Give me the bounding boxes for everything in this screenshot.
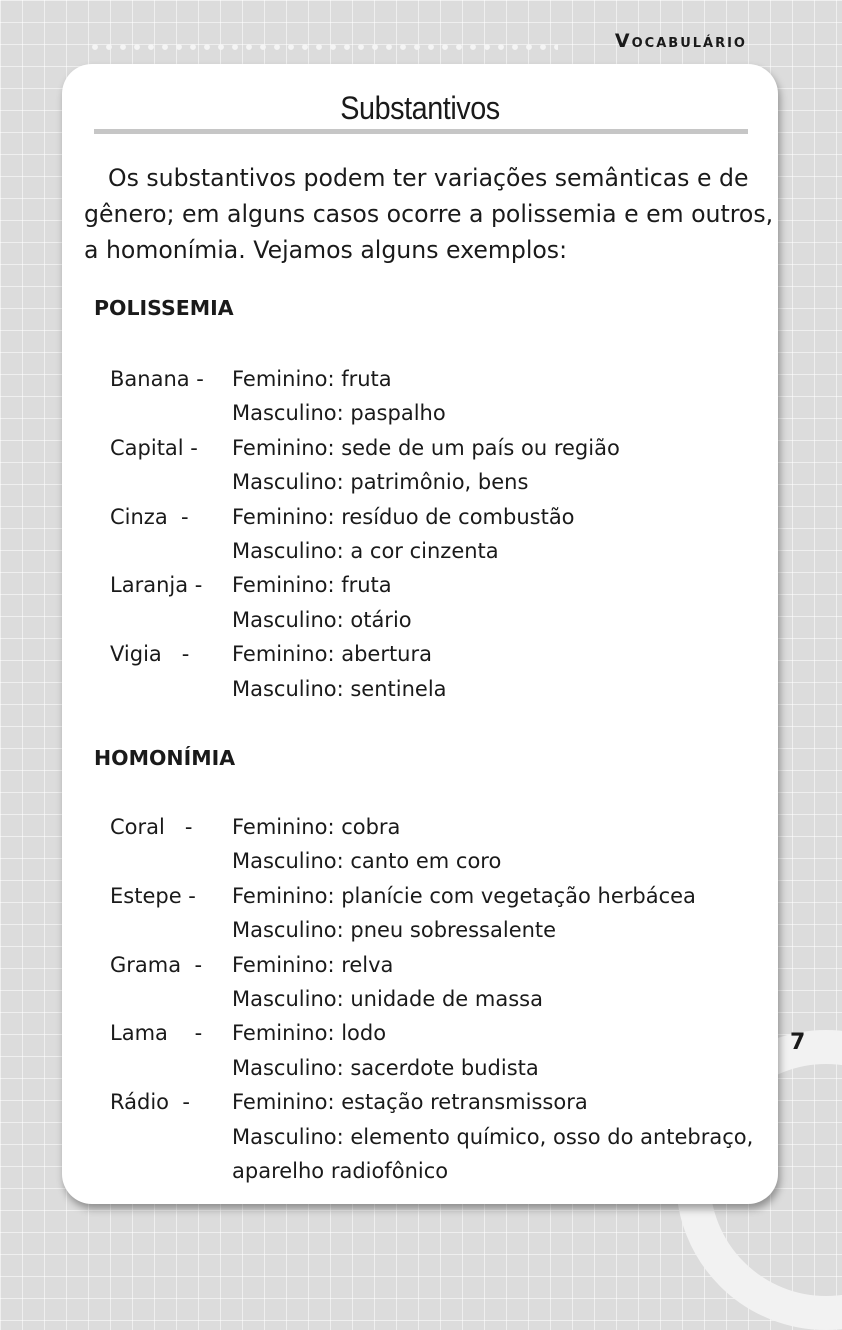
entry-row [110, 948, 770, 1017]
entry-meanings [232, 500, 770, 569]
entry-word: Capital - [110, 435, 198, 460]
feminine-meaning: Feminino: lodo [232, 1021, 387, 1046]
page-number: 7 [790, 1030, 806, 1055]
section-heading-homonimia: HOMONÍMIA [94, 746, 236, 770]
masculine-meaning: Masculino: patrimônio, bens [232, 470, 529, 495]
entry-meanings [232, 637, 770, 706]
entry-word: Banana - [110, 367, 204, 391]
feminine-meaning: Feminino: estação retransmissora [232, 1090, 588, 1115]
masculine-meaning: Masculino: unidade de massa [232, 987, 543, 1012]
entry-row [110, 431, 770, 500]
entry-row [110, 1016, 770, 1085]
entry-meanings [232, 362, 770, 431]
feminine-meaning: Feminino: resíduo de combustão [232, 504, 575, 529]
entry-word: Cinza - [110, 504, 189, 529]
feminine-meaning: Feminino: sede de um país ou região [232, 435, 620, 460]
entry-word: Rádio - [110, 1090, 190, 1115]
masculine-meaning: Masculino: pneu sobressalente [232, 918, 557, 943]
intro-paragraph [84, 160, 784, 268]
entry-meanings [232, 1085, 770, 1188]
feminine-meaning: Feminino: relva [232, 952, 394, 977]
entry-word: Vigia - [110, 642, 190, 667]
entry-row [110, 879, 770, 948]
masculine-meaning: Masculino: elemento químico, osso do antebraço, aparelho radiofônico [232, 1124, 754, 1184]
decorative-dots-top [88, 42, 558, 52]
entry-row [110, 810, 770, 879]
entry-row [110, 1085, 770, 1188]
intro-text: Os substantivos podem ter variações semânticas e de gênero; em alguns casos ocorre a polissemia e em outros, a homonímia. Vejamos alguns exemplos: [84, 164, 774, 264]
entry-word: Coral - [110, 815, 193, 839]
section-heading-polissemia: POLISSEMIA [94, 296, 234, 320]
entry-word: Lama - [110, 1021, 203, 1046]
masculine-meaning: Masculino: paspalho [232, 401, 446, 426]
entry-meanings [232, 879, 770, 948]
entry-meanings [232, 1016, 770, 1085]
masculine-meaning: Masculino: a cor cinzenta [232, 539, 499, 564]
entry-row [110, 500, 770, 569]
entry-row [110, 637, 770, 706]
feminine-meaning: Feminino: fruta [232, 573, 392, 598]
masculine-meaning: Masculino: otário [232, 607, 412, 632]
feminine-meaning: Feminino: abertura [232, 642, 432, 667]
entry-row [110, 568, 770, 637]
entry-meanings [232, 568, 770, 637]
entry-meanings [232, 948, 770, 1017]
content-card [62, 64, 778, 1204]
masculine-meaning: Masculino: canto em coro [232, 849, 502, 874]
title-divider [94, 129, 748, 134]
entry-word: Grama - [110, 952, 203, 977]
masculine-meaning: Masculino: sentinela [232, 676, 447, 701]
feminine-meaning: Feminino: planície com vegetação herbácea [232, 883, 696, 908]
section-header-text: Vocabulário [614, 30, 747, 52]
section-header-label [615, 30, 747, 52]
entry-meanings [232, 431, 770, 500]
page-title: Substantivos [340, 90, 500, 126]
entries-homonimia [110, 810, 770, 1188]
entry-word: Laranja - [110, 573, 203, 598]
entry-row [110, 362, 770, 431]
feminine-meaning: Feminino: fruta [232, 367, 392, 391]
masculine-meaning: Masculino: sacerdote budista [232, 1055, 539, 1080]
entries-polissemia [110, 362, 770, 706]
entry-meanings [232, 810, 770, 879]
entry-word: Estepe - [110, 883, 196, 908]
feminine-meaning: Feminino: cobra [232, 815, 401, 839]
